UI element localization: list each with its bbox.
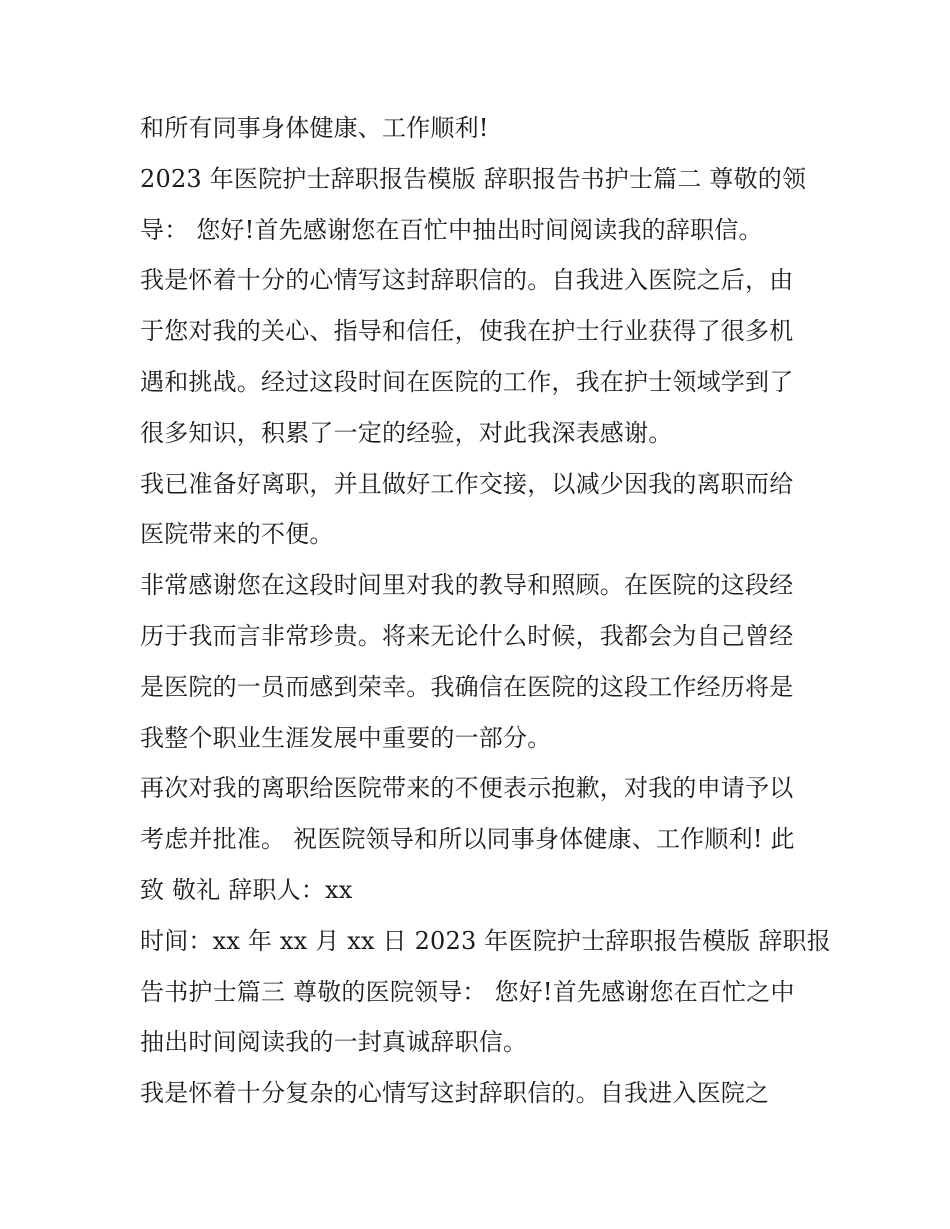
text-line: 是医院的一员而感到荣幸。我确信在医院的这段工作经历将是 (140, 672, 794, 701)
text-line: 致 敬礼 辞职人：xx (140, 875, 353, 904)
text-line: 再次对我的离职给医院带来的不便表示抱歉，对我的申请予以 (140, 774, 794, 803)
text-line: 时间：xx 年 xx 月 xx 日 2023 年医院护士辞职报告模版 辞职报 (140, 926, 831, 955)
text-line: 医院带来的不便。 (140, 520, 334, 549)
text-line: 我整个职业生涯发展中重要的一部分。 (140, 723, 552, 752)
text-line: 告书护士篇三 尊敬的医院领导： 您好!首先感谢您在百忙之中 (140, 977, 795, 1006)
document-body (140, 103, 831, 1119)
text-line: 我已准备好离职，并且做好工作交接，以减少因我的离职而给 (140, 469, 794, 498)
text-line: 考虑并批准。 祝医院领导和所以同事身体健康、工作顺利! 此 (140, 825, 795, 854)
text-line: 于您对我的关心、指导和信任，使我在护士行业获得了很多机 (140, 317, 794, 346)
text-line: 导： 您好!首先感谢您在百忙中抽出时间阅读我的辞职信。 (140, 215, 763, 244)
text-line: 和所有同事身体健康、工作顺利! (140, 114, 489, 142)
text-line: 很多知识，积累了一定的经验，对此我深表感谢。 (140, 418, 673, 447)
text-line: 历于我而言非常珍贵。将来无论什么时候，我都会为自己曾经 (140, 621, 794, 650)
text-line: 遇和挑战。经过这段时间在医院的工作，我在护士领域学到了 (140, 367, 794, 396)
text-line: 抽出时间阅读我的一封真诚辞职信。 (140, 1028, 528, 1057)
text-line: 我是怀着十分的心情写这封辞职信的。自我进入医院之后，由 (140, 266, 794, 295)
text-line: 非常感谢您在这段时间里对我的教导和照顾。在医院的这段经 (140, 571, 794, 600)
text-line: 2023 年医院护士辞职报告模版 辞职报告书护士篇二 尊敬的领 (140, 164, 807, 193)
text-line: 我是怀着十分复杂的心情写这封辞职信的。自我进入医院之 (140, 1079, 770, 1108)
